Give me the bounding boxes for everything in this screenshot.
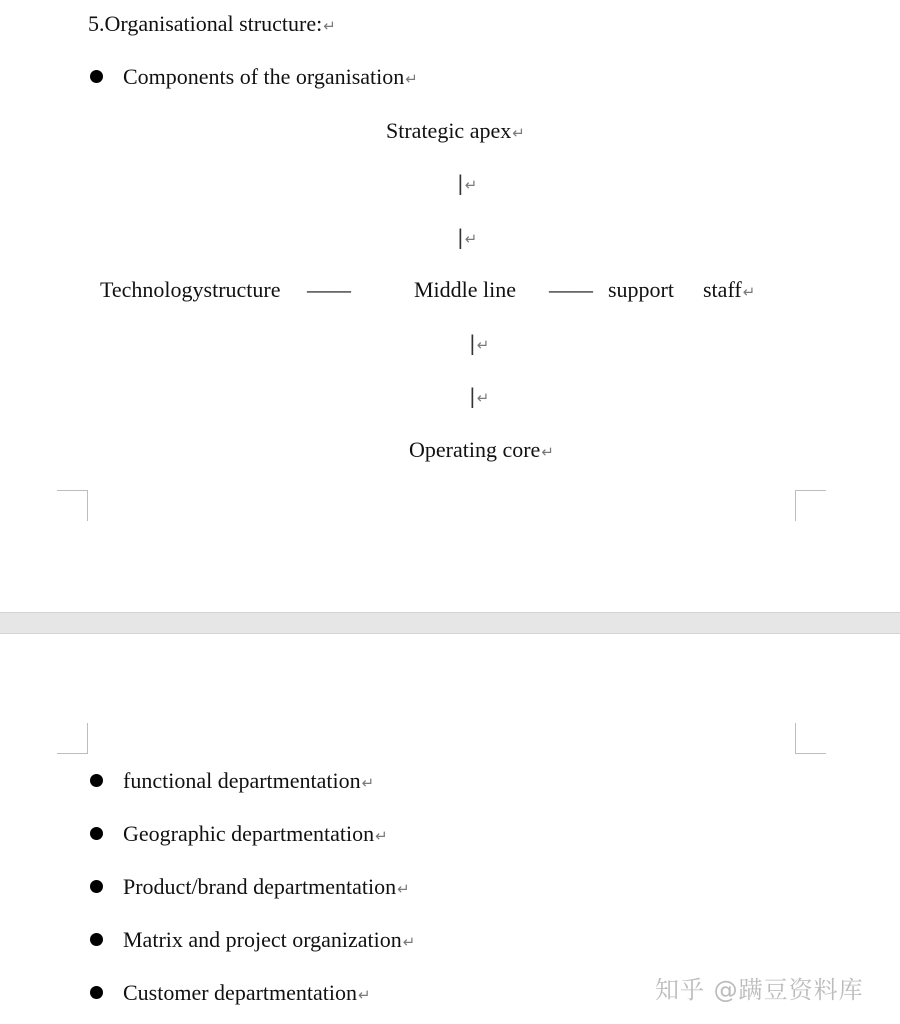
paragraph-mark: ↵ [464, 230, 478, 248]
bullet-dot [90, 986, 103, 999]
margin-corner-bottom-left [57, 490, 88, 521]
list-item: Customer departmentation↵ [123, 980, 371, 1005]
paragraph-mark: ↵ [361, 774, 375, 792]
margin-corner-bottom-right [795, 490, 826, 521]
list-item: functional departmentation↵ [123, 768, 375, 793]
paragraph-mark: ↵ [358, 986, 371, 1004]
staff-label: staff↵ [703, 277, 756, 302]
section-heading: 5.Organisational structure:↵ [88, 11, 336, 36]
list-item: Matrix and project organization↵ [123, 927, 416, 952]
connector-line-3: |↵ [469, 331, 490, 355]
paragraph-mark: ↵ [323, 17, 336, 35]
support-label: support [608, 277, 674, 302]
strategic-apex-label: Strategic apex↵ [386, 118, 525, 143]
list-item: Geographic departmentation↵ [123, 821, 388, 846]
paragraph-mark: ↵ [541, 443, 554, 461]
middle-line-label: Middle line [414, 277, 517, 302]
connector-line-1: |↵ [457, 171, 478, 195]
paragraph-mark: ↵ [402, 933, 416, 951]
page-break-gap [0, 612, 900, 634]
paragraph-mark: ↵ [476, 389, 490, 407]
paragraph-mark: ↵ [397, 880, 410, 898]
technology-structure-label: Technologystructure [100, 277, 281, 302]
dash-connector-right: —— [549, 277, 593, 302]
paragraph-mark: ↵ [375, 827, 388, 845]
bullet-dot [90, 880, 103, 893]
bullet-dot [90, 827, 103, 840]
paragraph-mark: ↵ [476, 336, 490, 354]
paragraph-mark: ↵ [464, 176, 478, 194]
margin-corner-top-left [57, 723, 88, 754]
margin-corner-top-right [795, 723, 826, 754]
bullet-dot [90, 70, 103, 83]
bullet-components-text: Components of the organisation↵ [123, 64, 418, 89]
paragraph-mark: ↵ [405, 70, 418, 88]
bullet-dot [90, 774, 103, 787]
paragraph-mark: ↵ [742, 283, 756, 301]
operating-core-label: Operating core↵ [409, 437, 554, 462]
connector-line-2: |↵ [457, 225, 478, 249]
bullet-dot [90, 933, 103, 946]
dash-connector-left: —— [307, 277, 351, 302]
paragraph-mark: ↵ [512, 124, 525, 142]
list-item: Product/brand departmentation↵ [123, 874, 410, 899]
watermark-text: 知乎 @蹒豆资料库 [655, 976, 864, 1004]
connector-line-4: |↵ [469, 384, 490, 408]
